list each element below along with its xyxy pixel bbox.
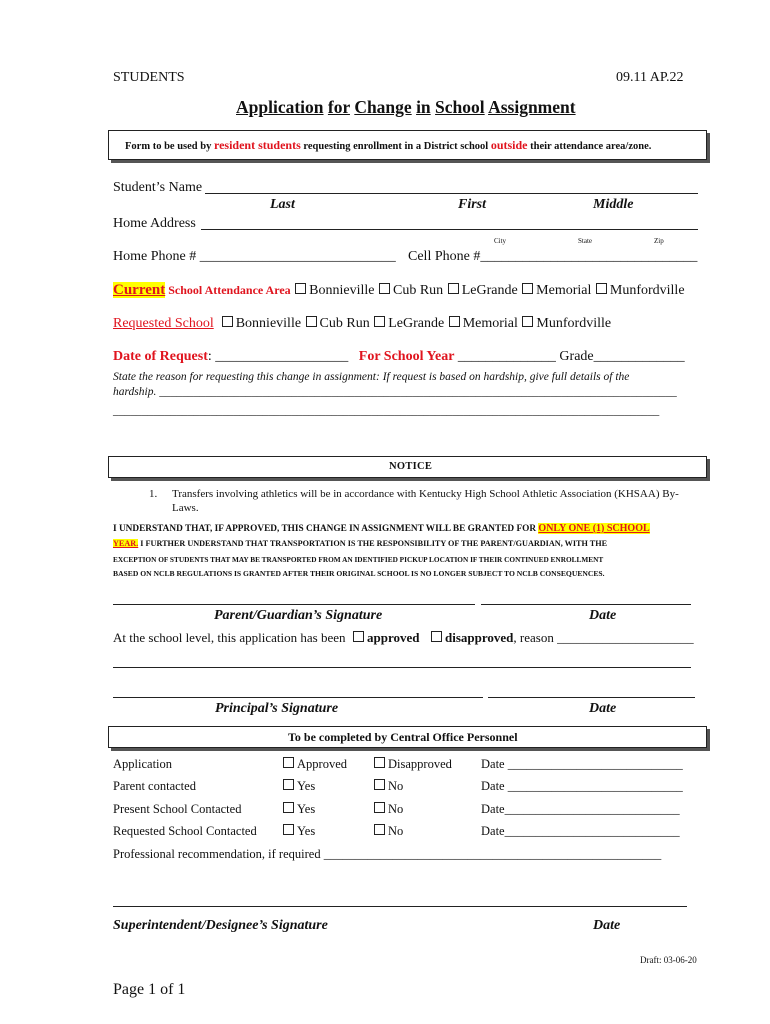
date-request-label: Date of Request [113,349,208,364]
option-label: Cub Run [393,283,444,298]
title-word: Change [354,97,412,117]
notice-item-1: Transfers involving athletics will be in accordance with Kentucky High School Athletic Association (KHSAA) By- [172,488,679,500]
reason-field[interactable]: , reason _____________________ [513,630,694,645]
option-label: Memorial [536,283,592,298]
understand-line-4: BASED ON NCLB REGULATIONS IS GRANTED AFTER THEIR ORIGINAL SCHOOL IS NO LONGER SUBJECT TO NCLB CONSEQUENCES. [113,569,605,578]
row-option-1[interactable]: Approved [282,757,347,772]
home-address-field[interactable] [201,229,698,230]
cell-phone-field[interactable]: Cell Phone #_______________________________ [408,249,698,264]
parent-signature-field[interactable] [113,604,475,605]
central-office-title: To be completed by Central Office Personnel [288,730,518,744]
draft-label: Draft: 03-06-20 [640,955,697,965]
parent-date-field[interactable] [481,604,691,605]
approved-label: approved [367,630,420,645]
date-request-row [113,349,685,365]
superintendent-signature-field[interactable] [113,906,687,907]
checkbox[interactable] [379,283,390,294]
checkbox[interactable] [374,316,385,327]
row-label: Requested School Contacted [113,824,257,838]
principal-signature-label: Principal’s Signature [215,701,339,716]
page-title [236,97,576,118]
school-level-row [113,630,420,646]
school-year-label: For School Year [358,349,455,364]
option-label: LeGrande [461,283,518,298]
row-label: Parent contacted [113,779,196,793]
row-option-1[interactable]: Yes [282,824,315,839]
checkbox[interactable] [448,283,459,294]
disapproved-label: disapproved [445,630,514,645]
parent-signature-label: Parent/Guardian’s Signature [214,608,383,623]
home-address-label: Home Address [113,216,196,231]
checkbox[interactable] [522,316,533,327]
row-label: Application [113,757,173,771]
notice-box [108,456,707,478]
school-level-text: At the school level, this application has been [113,630,346,645]
superintendent-signature-label: Superintendent/Designee’s Signature [113,918,328,933]
option-label: Memorial [462,316,518,331]
requested-school-row [113,316,611,332]
zip-label: Zip [654,237,664,245]
title-word: School [435,97,485,117]
checkbox[interactable] [522,283,533,294]
option-label: Bonnieville [309,283,375,298]
parent-date-label: Date [589,608,617,623]
row-date[interactable]: Date ____________________________ [481,757,683,771]
row-option-2[interactable]: No [373,824,403,839]
option-label: Cub Run [319,316,370,331]
row-date[interactable]: Date____________________________ [481,824,680,838]
row-option-1[interactable]: Yes [282,802,315,817]
disapproved-checkbox[interactable] [431,631,442,642]
understand-line-1: I UNDERSTAND THAT, IF APPROVED, THIS CHANGE IN ASSIGNMENT WILL BE GRANTED FOR ONLY ONE (1) SCHOOL [113,523,650,534]
understand-line-2: YEAR. I FURTHER UNDERSTAND THAT TRANSPORTATION IS THE RESPONSIBILITY OF THE PARENT/GUARDIAN, WITH THE [113,539,608,548]
title-word: in [416,97,431,117]
reason-field-1[interactable]: hardship. __________________________________________________________________________________________ [113,386,677,398]
principal-date-label: Date [589,701,617,716]
first-label: First [458,197,487,212]
checkbox[interactable] [449,316,460,327]
professional-recommendation-field[interactable]: Professional recommendation, if required ______________________________________________________ [113,847,662,861]
notice-number: 1. [149,488,158,500]
checkbox[interactable] [596,283,607,294]
approved-checkbox[interactable] [353,631,364,642]
superintendent-date-label: Date [593,918,621,933]
school-year-field[interactable]: ______________ [454,349,560,364]
grade-field[interactable]: Grade_____________ [559,349,685,364]
current-label: Current [113,282,166,298]
checkbox[interactable] [306,316,317,327]
notice-item-1-cont: Laws. [172,502,199,514]
home-phone-field[interactable]: Home Phone # ____________________________ [113,249,396,264]
city-label: City [494,237,507,245]
student-name-field[interactable] [205,193,698,194]
row-label: Present School Contacted [113,802,242,816]
school-level-blank[interactable] [113,667,691,668]
principal-date-field[interactable] [488,697,695,698]
option-label: Munfordville [609,283,685,298]
option-label: LeGrande [388,316,445,331]
principal-signature-field[interactable] [113,697,483,698]
intro-text: Form to be used by resident students requesting enrollment in a District school outside their attendance area/zone. [125,138,652,152]
reason-prompt: State the reason for requesting this change in assignment: If request is based on hardship, give full details of the [113,371,630,383]
last-label: Last [270,197,295,212]
requested-label: Requested School [113,316,214,331]
row-option-2[interactable]: No [373,779,403,794]
middle-label: Middle [593,197,634,212]
checkbox[interactable] [295,283,306,294]
title-word: Application [236,97,324,117]
row-option-2[interactable]: No [373,802,403,817]
row-option-1[interactable]: Yes [282,779,315,794]
student-name-label: Student’s Name [113,180,203,195]
title-word: Assignment [488,97,576,117]
attendance-area-label: School Attendance Area [165,283,291,297]
central-office-box [108,726,707,748]
understand-line-3: EXCEPTION OF STUDENTS THAT MAY BE TRANSPORTED FROM AN IDENTIFIED PICKUP LOCATION IF THEIR CONTINUED ENROLLMENT [113,555,604,564]
header-right: 09.11 AP.22 [616,70,684,85]
date-request-field[interactable]: : ___________________ [207,349,349,364]
disapproved-row [430,630,694,646]
title-word: for [327,97,350,117]
notice-title: NOTICE [389,461,433,472]
option-label: Bonnieville [235,316,302,331]
row-date[interactable]: Date ____________________________ [481,779,683,793]
row-option-2[interactable]: Disapproved [373,757,452,772]
state-label: State [578,237,592,245]
checkbox[interactable] [222,316,233,327]
row-date[interactable]: Date____________________________ [481,802,680,816]
page-number: Page 1 of 1 [113,981,186,998]
current-school-row [113,282,685,299]
header-left: STUDENTS [113,70,185,85]
intro-box [108,130,707,160]
option-label: Munfordville [536,316,612,331]
reason-field-2[interactable]: _______________________________________________________________________________________________ [113,405,660,417]
